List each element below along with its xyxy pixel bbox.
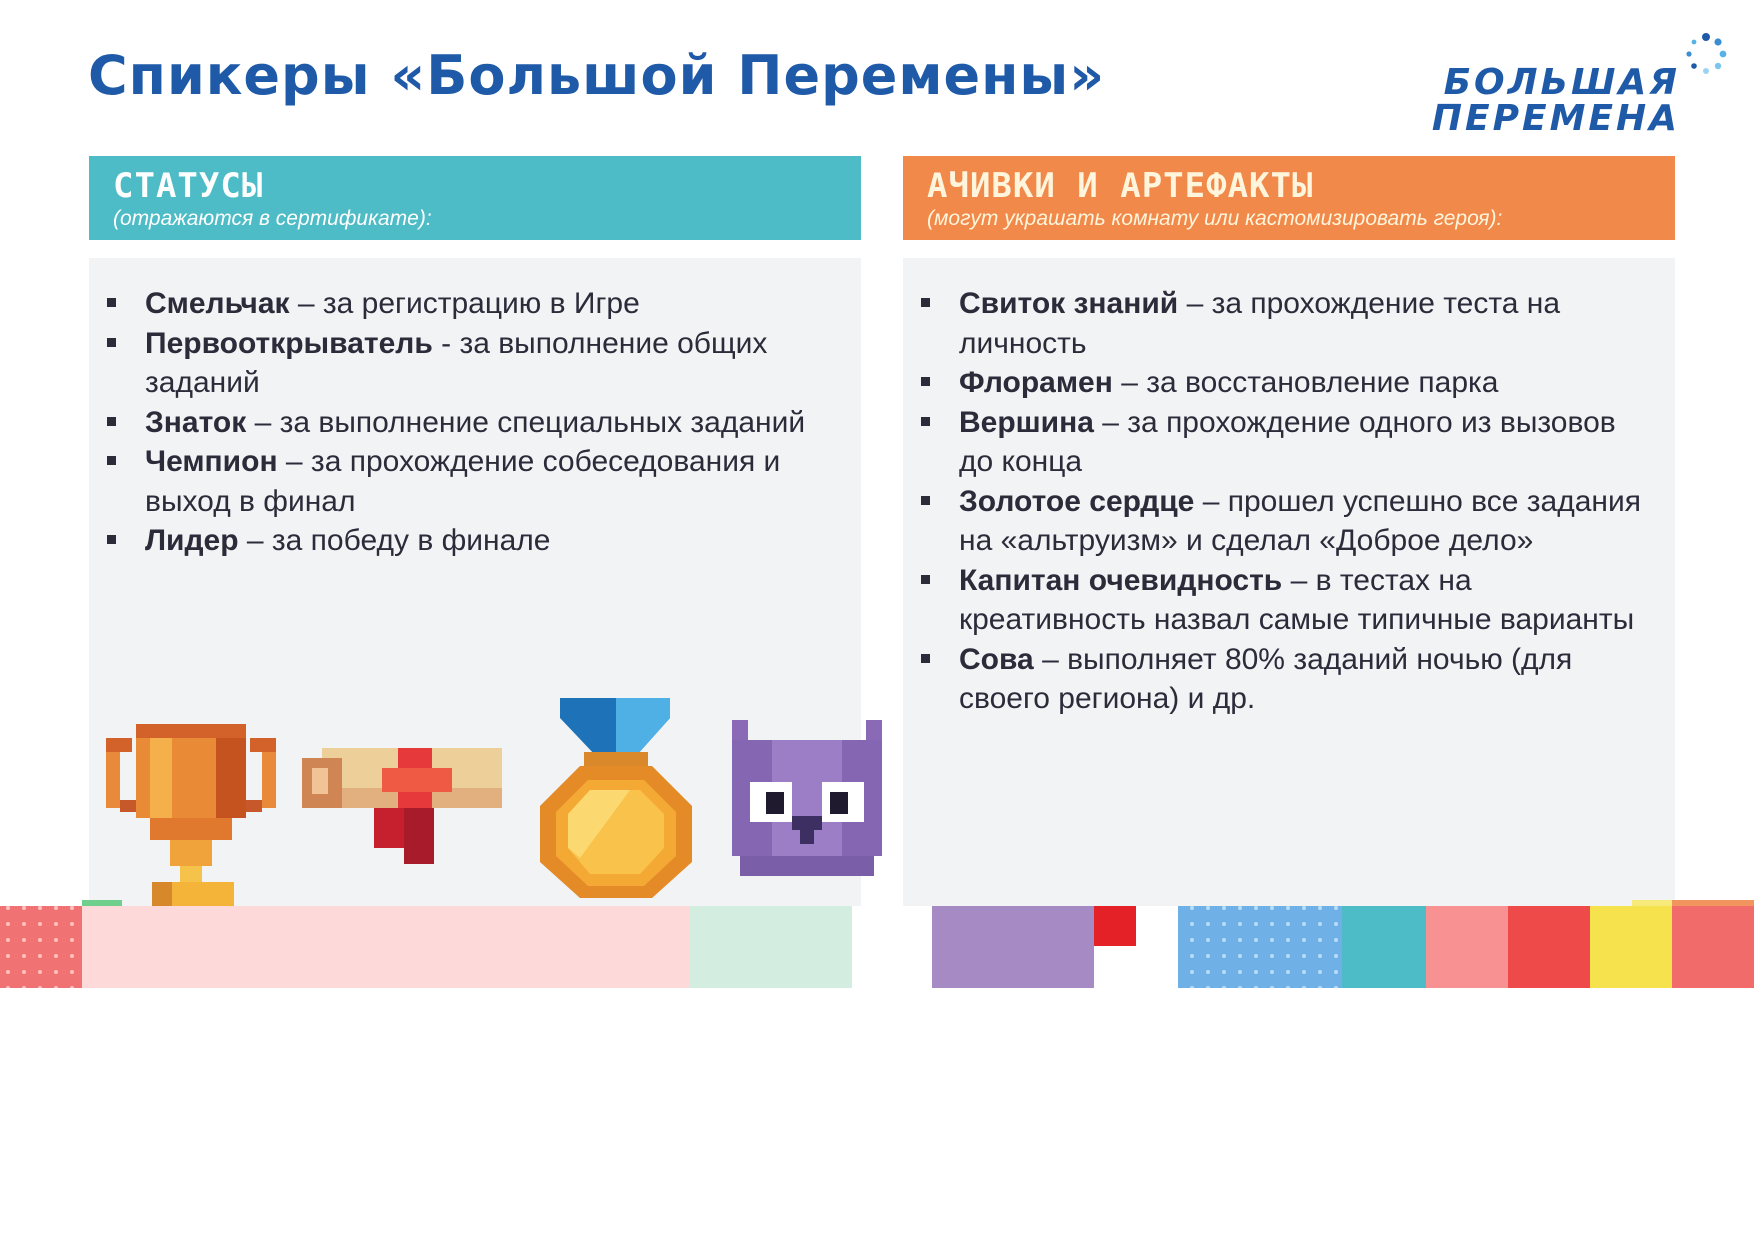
list-item: Первооткрыватель - за выполнение общих заданий <box>145 324 841 403</box>
statuses-title: СТАТУСЫ <box>113 166 264 206</box>
medal-icon <box>540 698 692 898</box>
list-item: Сова – выполняет 80% заданий ночью (для своего региона) и др. <box>959 640 1655 719</box>
statuses-header <box>89 156 861 240</box>
statuses-subtitle: (отражаются в сертификате): <box>113 207 432 230</box>
achievements-panel <box>903 258 1675 906</box>
trophy-icon <box>106 724 276 906</box>
dotted-ring-icon <box>1682 30 1730 78</box>
list-item: Флорамен – за восстановление парка <box>959 363 1655 403</box>
list-item: Чемпион – за прохождение собеседования и выход в финал <box>145 442 841 521</box>
page-title: Спикеры «Большой Перемены» <box>88 44 1106 107</box>
statuses-list <box>89 284 861 561</box>
list-item: Лидер – за победу в финале <box>145 521 841 561</box>
list-item: Знаток – за выполнение специальных заданий <box>145 403 841 443</box>
list-item: Капитан очевидность – в тестах на креативность назвал самые типичные варианты <box>959 561 1655 640</box>
list-item: Золотое сердце – прошел успешно все задания на «альтруизм» и сделал «Доброе дело» <box>959 482 1655 561</box>
list-item: Свиток знаний – за прохождение теста на личность <box>959 284 1655 363</box>
decorative-stripe <box>0 900 1754 1000</box>
logo-line-2: ПЕРЕМЕНА <box>1431 98 1680 139</box>
logo <box>1430 30 1730 140</box>
scroll-icon <box>302 748 508 868</box>
achievements-subtitle: (могут украшать комнату или кастомизировать героя): <box>927 207 1503 230</box>
list-item: Вершина – за прохождение одного из вызовов до конца <box>959 403 1655 482</box>
achievements-header <box>903 156 1675 240</box>
achievements-title: АЧИВКИ И АРТЕФАКТЫ <box>927 166 1314 206</box>
logo-line-1: БОЛЬШАЯ <box>1443 62 1680 103</box>
list-item: Смельчак – за регистрацию в Игре <box>145 284 841 324</box>
achievements-list <box>903 284 1675 719</box>
owl-icon <box>732 720 882 876</box>
